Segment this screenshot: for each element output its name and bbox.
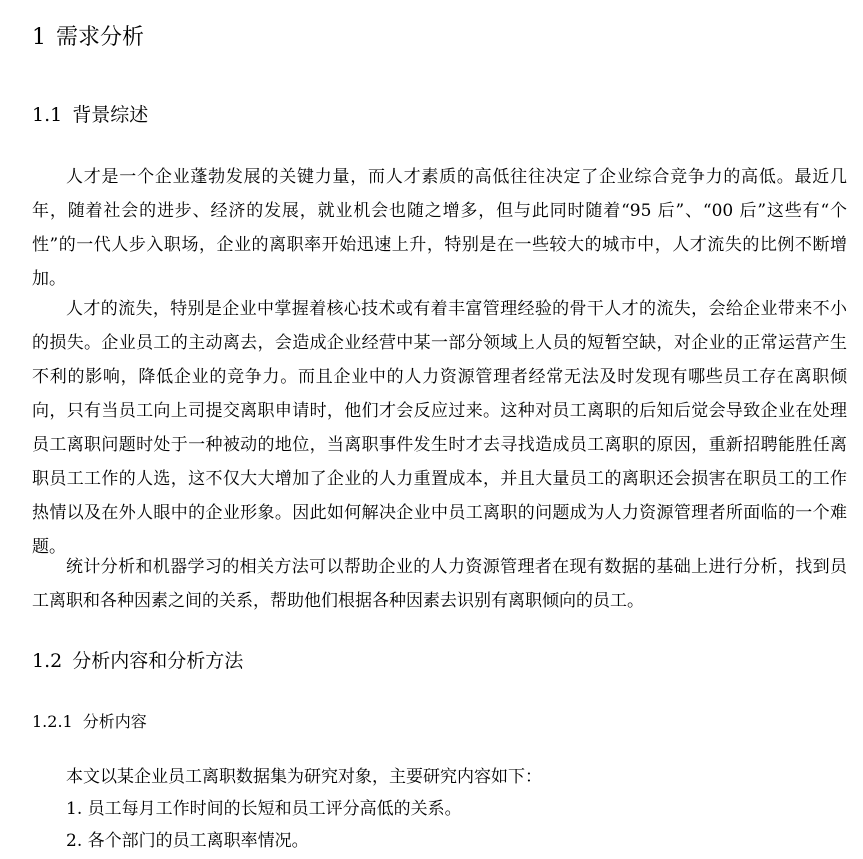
section-title: 背景综述	[72, 104, 149, 126]
section-heading-1-2	[32, 648, 243, 674]
section-number: 1.2.1	[32, 712, 73, 731]
list-item: 2. 各个部门的员工离职率情况。	[66, 831, 309, 851]
section-number: 1.2	[32, 650, 63, 672]
section-title: 需求分析	[56, 25, 145, 50]
list-item: 1. 员工每月工作时间的长短和员工评分高低的关系。	[66, 799, 462, 819]
paragraph-background-1: 人才是一个企业蓬勃发展的关键力量，而人才素质的高低往往决定了企业综合竞争力的高低。最近几年，随着社会的进步、经济的发展，就业机会也随之增多，但与此同时随着“95 后”、“00 后”这些有“个性”的一代人步入职场，企业的离职率开始迅速上升，特别是在一些较大的城市中，人才流失的比例不断增加。	[32, 167, 847, 289]
paragraph-content-intro: 本文以某企业员工离职数据集为研究对象，主要研究内容如下：	[66, 767, 542, 787]
section-title: 分析内容和分析方法	[72, 650, 244, 672]
section-title: 分析内容	[82, 712, 147, 731]
paragraph-background-2: 人才的流失，特别是企业中掌握着核心技术或有着丰富管理经验的骨干人才的流失，会给企业带来不小的损失。企业员工的主动离去，会造成企业经营中某一部分领域上人员的短暂空缺，对企业的正常运营产生不利的影响，降低企业的竞争力。而且企业中的人力资源管理者经常无法及时发现有哪些员工存在离职倾向，只有当员工向上司提交离职申请时，他们才会反应过来。这种对员工离职的后知后觉会导致企业在处理员工离职问题时处于一种被动的地位，当离职事件发生时才去寻找造成员工离职的原因，重新招聘能胜任离职员工工作的人选，这不仅大大增加了企业的人力重置成本，并且大量员工的离职还会损害在职员工的工作热情以及在外人眼中的企业形象。因此如何解决企业中员工离职的问题成为人力资源管理者所面临的一个难题。	[32, 299, 847, 557]
section-number: 1.1	[32, 104, 63, 126]
paragraph-background-3: 统计分析和机器学习的相关方法可以帮助企业的人力资源管理者在现有数据的基础上进行分析，找到员工离职和各种因素之间的关系，帮助他们根据各种因素去识别有离职倾向的员工。	[32, 557, 847, 611]
section-heading-1	[32, 24, 144, 52]
section-heading-1-1	[32, 102, 148, 128]
section-number: 1	[32, 25, 46, 50]
section-heading-1-2-1	[32, 711, 147, 733]
